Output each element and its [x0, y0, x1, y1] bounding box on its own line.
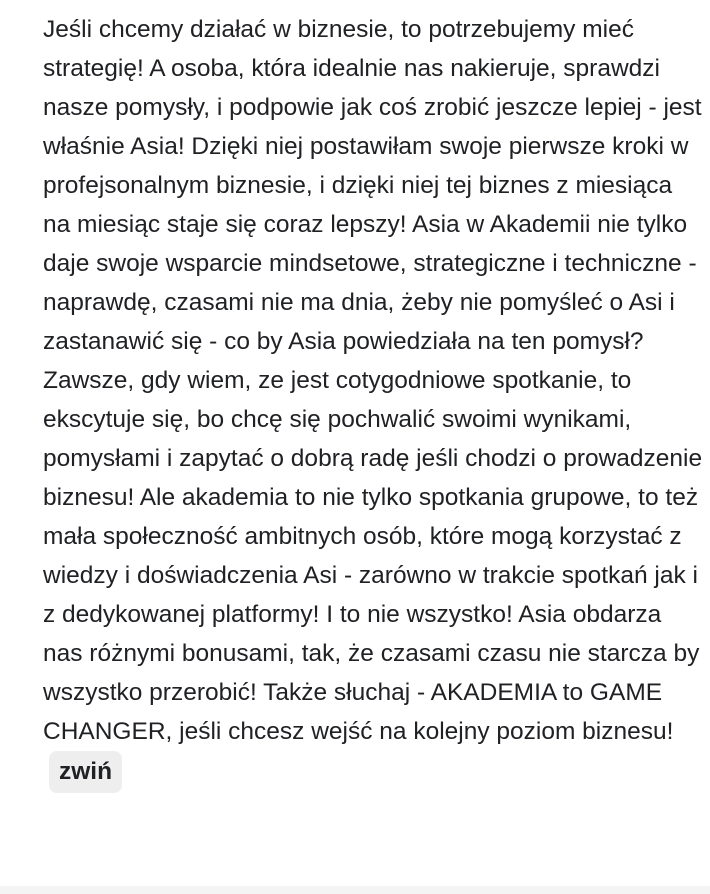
- collapse-button[interactable]: zwiń: [49, 751, 122, 793]
- bottom-divider: [0, 886, 710, 894]
- review-text: Jeśli chcemy działać w biznesie, to potrzebujemy mieć strategię! A osoba, która idealnie nas nakieruje, sprawdzi nasze pomysły, i podpowie jak coś zrobić jeszcze lepiej - jest właśnie Asia! Dzięki niej postawiłam swoje pierwsze kroki w profejsonalnym biznesie, i dzięki niej tej biznes z miesiąca na miesiąc staje się coraz lepszy! Asia w Akademii nie tylko daje swoje wsparcie mindsetowe, strategiczne i techniczne - naprawdę, czasami nie ma dnia, żeby nie pomyśleć o Asi i zastanawić się - co by Asia powiedziała na ten pomysł? Zawsze, gdy wiem, ze jest cotygodniowe spotkanie, to ekscytuje się, bo chcę się pochwalić swoimi wynikami, pomysłami i zapytać o dobrą radę jeśli chodzi o prowadzenie biznesu! Ale akademia to nie tylko spotkania grupowe, to też mała społeczność ambitnych osób, które mogą korzystać z wiedzy i doświadczenia Asi - zarówno w trakcie spotkań jak i z dedykowanej platformy! I to nie wszystko! Asia obdarza nas różnymi bonusami, tak, że czasami czasu nie starcza by wszystko przerobić! Także słuchaj - AKADEMIA to GAME CHANGER, jeśli chcesz wejść na kolejny poziom biznesu!: [43, 16, 703, 745]
- review-body: [43, 10, 703, 793]
- review-text-block: [43, 10, 703, 793]
